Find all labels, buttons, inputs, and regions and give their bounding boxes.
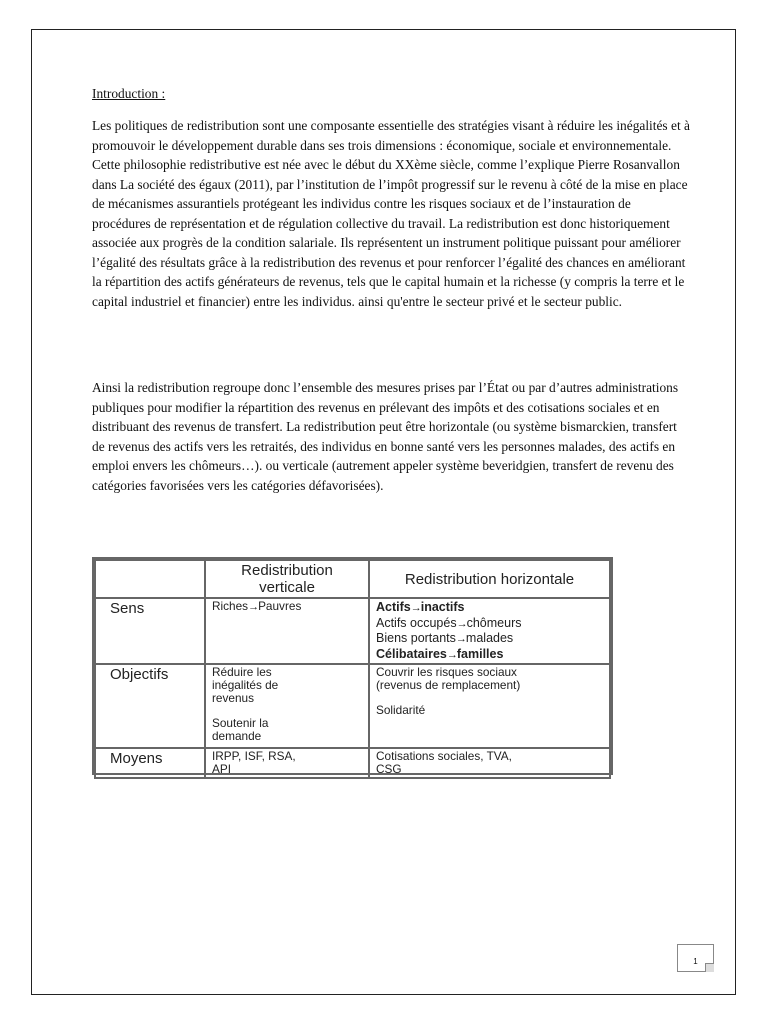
objectifs-v-line3: revenus <box>212 691 254 705</box>
cell-objectifs-horizontal <box>369 664 610 748</box>
sens-h4-to: familles <box>456 646 504 661</box>
moyens-h-line1: Cotisations sociales, TVA, <box>376 749 512 763</box>
cell-objectifs-vertical <box>205 664 369 748</box>
arrow-icon: → <box>248 601 259 613</box>
sens-h1-from: Actifs <box>376 600 411 614</box>
sens-h3-to: malades <box>465 631 514 645</box>
objectifs-v-line2: inégalités de <box>212 678 279 692</box>
arrow-icon: → <box>446 648 457 661</box>
sens-vertical-to: Pauvres <box>258 599 302 613</box>
table-header-row <box>95 560 610 598</box>
header-horizontal: Redistribution horizontale <box>369 560 610 598</box>
header-empty-cell <box>95 560 205 598</box>
section-heading: Introduction : <box>92 86 166 101</box>
page-number: 1 <box>677 944 714 972</box>
paragraph-2: Ainsi la redistribution regroupe donc l’ensemble des mesures prises par l’État ou par d’autres administrations publiques pour modifier la répartition des revenus en prélevant des impôts et des cotisations sociales et en distribuant des revenus de transfert. La redistribution peut être horizontale (ou système bismarckien, transfert de revenus des actifs vers les retraités, des individus en bonne santé vers les personnes malades, des actifs en emploi envers les chômeurs…). ou verticale (autrement appeler système beveridgien, transfert de revenu des catégories favorisées vers les catégories défavorisées). <box>92 380 679 493</box>
header-vertical: Redistribution verticale <box>205 560 369 598</box>
objectifs-h-line3: Solidarité <box>376 703 426 717</box>
moyens-v-line1: IRPP, ISF, RSA, <box>212 749 296 763</box>
arrow-icon: → <box>410 602 421 614</box>
sens-h2-from: Actifs occupés <box>376 615 457 630</box>
sens-vertical-from: Riches <box>212 599 249 613</box>
cell-moyens-horizontal <box>369 748 610 778</box>
redistribution-table <box>92 557 613 775</box>
arrow-icon: → <box>456 617 467 630</box>
paragraph-1: Les politiques de redistribution sont une composante essentielle des stratégies visant à réduire les inégalités et à promouvoir le développement durable dans ses trois dimensions : économique, sociale et environnementale. Cette philosophie redistributive est née avec le début du XXème siècle, comme l’explique Pierre Rosanvallon dans La société des égaux (2011), par l’institution de l’impôt progressif sur le revenu à côté de la mise en place de mécanismes assurantiels protégeant les individus contre les risques sociaux et de l’instauration de procédures de représentation et de régulation collective du travail. La redistribution est donc historiquement associée aux progrès de la condition salariale. Ils représentent un instrument politique puissant pour améliorer l’égalité des résultats grâce à la redistribution des revenus et pour renforcer l’égalité des chances en améliorant la répartition des actifs générateurs de revenus, tels que le capital humain et la richesse (y compris la terre et le capital industriel et financier) entre les individus. ainsi qu'entre le secteur privé et le secteur public. <box>92 118 690 309</box>
comparison-table <box>94 559 611 779</box>
row-label-objectifs: Objectifs <box>95 664 205 748</box>
objectifs-v-line5: demande <box>212 729 262 743</box>
objectifs-v-line4: Soutenir la <box>212 716 269 730</box>
objectifs-h-line2: (revenus de remplacement) <box>376 678 521 692</box>
cell-sens-vertical <box>205 598 369 664</box>
row-label-moyens: Moyens <box>95 748 205 778</box>
arrow-icon: → <box>455 633 466 645</box>
table-row-moyens <box>95 748 610 778</box>
cell-moyens-vertical <box>205 748 369 778</box>
sens-h3-from: Biens portants <box>376 631 456 645</box>
moyens-h-line2: CSG <box>376 762 402 776</box>
sens-h4-from: Célibataires <box>376 646 447 661</box>
objectifs-v-line1: Réduire les <box>212 665 272 679</box>
table-row-sens <box>95 598 610 664</box>
objectifs-h-line1: Couvrir les risques sociaux <box>376 665 517 679</box>
cell-sens-horizontal <box>369 598 610 664</box>
sens-h2-to: chômeurs <box>466 615 522 630</box>
row-label-sens: Sens <box>95 598 205 664</box>
table-row-objectifs <box>95 664 610 748</box>
sens-h1-to: inactifs <box>420 600 465 614</box>
moyens-v-line2: API <box>212 762 232 776</box>
